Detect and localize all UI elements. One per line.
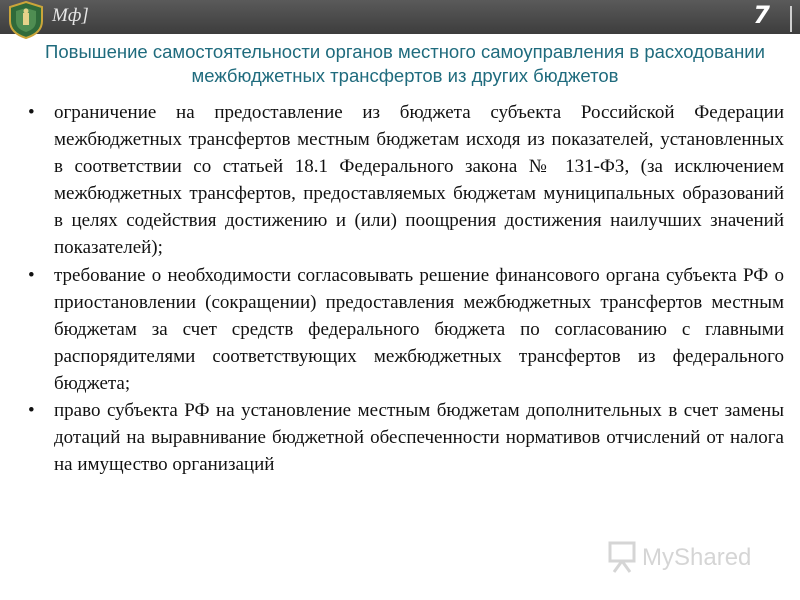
bullet-item	[24, 99, 784, 262]
slide-title: Повышение самостоятельности органов местного самоуправления в расходовании межбюджетных трансфертов из других бюджетов	[45, 41, 765, 86]
page-number: 7	[753, 1, 770, 29]
logo-text: Мф]	[52, 5, 89, 26]
bullet-text: право субъекта РФ на установление местным бюджетам дополнительных в счет замены дотаций на выравнивание бюджетной обеспеченности нормативов отчислений от налога на имущество организаций	[54, 400, 784, 476]
bullet-text: ограничение на предоставление из бюджета субъекта Российской Федерации межбюджетных трансфертов местным бюджетам исходя из показателей, установленных в соответствии со статьей 18.1 Федерального закона № 131-ФЗ, (за исключением межбюджетных трансфертов, предоставляемых бюджетам муниципальных образований в целях содействия достижению и (или) поощрения достижения наилучших значений показателей);	[54, 102, 784, 259]
bullet-dot-icon: •	[28, 264, 35, 286]
bullet-item	[24, 262, 784, 397]
corner-divider	[790, 6, 792, 32]
watermark-text: MyShared	[642, 544, 752, 571]
bullet-list	[24, 99, 784, 478]
presentation-board-icon	[608, 540, 638, 574]
bullet-dot-icon: •	[28, 102, 35, 123]
bullet-dot-icon: •	[28, 400, 35, 422]
bullet-text: требование о необходимости согласовывать решение финансового органа субъекта РФ о приостановлении (сокращении) предоставления межбюджетных трансфертов местным бюджетам за счет средств федерального бюджета по согласованию с главными распорядителями соответствующих межбюджетных трансфертов из федерального бюджета;	[54, 264, 784, 394]
coat-of-arms-icon	[8, 1, 44, 39]
bullet-item	[24, 397, 784, 478]
watermark	[608, 540, 778, 576]
header-bar	[0, 0, 800, 34]
